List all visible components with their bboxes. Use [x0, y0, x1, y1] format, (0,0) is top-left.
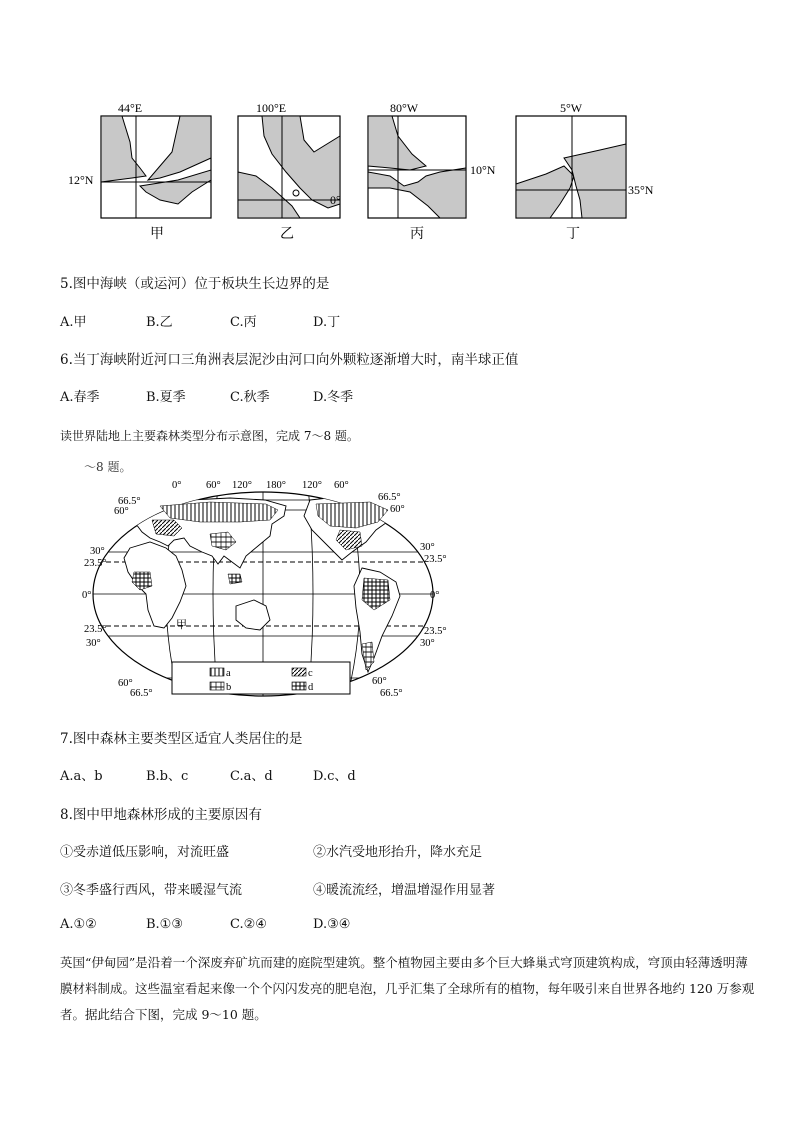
q8-choice-4: ④暖流流经，增温增湿作用显著 — [313, 883, 496, 898]
map-lat-label-left: 60° — [114, 506, 129, 517]
q7-option-c[interactable]: C.a、d — [230, 769, 273, 784]
q8-stem: 8.图中甲地森林形成的主要原因有 — [60, 807, 262, 823]
q6-option-b[interactable]: B.夏季 — [146, 390, 186, 405]
panel-yi-lon: 100°E — [256, 101, 287, 115]
strait-maps-figure — [60, 96, 670, 246]
panel-ding — [516, 101, 654, 242]
q7-option-b[interactable]: B.b、c — [146, 769, 189, 784]
q5-option-c[interactable]: C.丙 — [230, 315, 257, 330]
map-legend — [172, 662, 350, 694]
legend-d: d — [308, 682, 314, 693]
q7-8-intro: 读世界陆地上主要森林类型分布示意图，完成 7～8 题。 — [60, 429, 359, 443]
map-lon-label: 120° — [302, 480, 322, 491]
map-lat-label-left: 66.5° — [130, 688, 153, 699]
q9-10-passage: 英国“伊甸园”是沿着一个深废弃矿坑而建的庭院型建筑。整个植物园主要由多个巨大蜂巢式穹顶建筑构成，穹顶由轻薄透明薄膜材料制成。这些温室看起来像一个个闪闪发亮的肥皂泡，几乎汇集了全球所有的植物，每年吸引来自世界各地约 120 万参观者。据此结合下图，完成 9～10 题。 — [60, 955, 755, 1022]
panel-bing-lon: 80°W — [390, 101, 419, 115]
panel-bing — [368, 101, 496, 242]
map-lon-label: 60° — [206, 480, 221, 491]
q5-stem: 5.图中海峡（或运河）位于板块生长边界的是 — [60, 276, 330, 292]
q8-option-c[interactable]: C.②④ — [230, 917, 267, 932]
q5-option-a[interactable]: A.甲 — [60, 315, 87, 330]
map-lat-label-right: 66.5° — [380, 688, 403, 699]
panel-ding-label: 丁 — [566, 227, 580, 242]
map-lat-label-right: 60° — [372, 676, 387, 687]
map-lat-label-left: 0° — [82, 590, 92, 601]
map-lat-label-right: 30° — [420, 638, 435, 649]
panel-jia-lat: 12°N — [68, 173, 94, 187]
map-lat-label-right: 60° — [390, 504, 405, 515]
map-lat-label-left: 30° — [86, 638, 101, 649]
q5-option-b[interactable]: B.乙 — [146, 315, 173, 330]
q8-choice-3: ③冬季盛行西风，带来暖湿气流 — [60, 883, 243, 898]
q8-option-d[interactable]: D.③④ — [313, 917, 351, 932]
legend-b: b — [226, 682, 232, 693]
map-lat-label-right: 66.5° — [378, 492, 401, 503]
q8-option-a[interactable]: A.①② — [60, 917, 97, 932]
map-lat-label-right: 0° — [430, 590, 440, 601]
q5-option-d[interactable]: D.丁 — [313, 315, 341, 330]
legend-c: c — [308, 668, 313, 679]
map-lat-label-left: 60° — [118, 678, 133, 689]
q7-stem: 7.图中森林主要类型区适宜人类居住的是 — [60, 731, 303, 747]
map-lon-label: 0° — [172, 480, 182, 491]
panel-bing-lat: 10°N — [470, 163, 496, 177]
panel-yi — [238, 101, 341, 242]
map-lat-label-right: 30° — [420, 542, 435, 553]
map-lon-label: 120° — [232, 480, 252, 491]
q6-stem: 6.当丁海峡附近河口三角洲表层泥沙由河口向外颗粒逐渐增大时，南半球正值 — [60, 352, 519, 368]
q6-option-a[interactable]: A.春季 — [60, 390, 100, 405]
q6-option-c[interactable]: C.秋季 — [230, 390, 270, 405]
panel-yi-label: 乙 — [280, 227, 294, 242]
panel-bing-label: 丙 — [410, 227, 424, 242]
q7-option-a[interactable]: A.a、b — [60, 769, 103, 784]
world-forest-map — [82, 476, 450, 704]
map-lat-label-right: 23.5° — [424, 626, 447, 637]
panel-jia — [68, 101, 211, 242]
panel-yi-lat: 0° — [330, 193, 341, 207]
q8-choice-1: ①受赤道低压影响，对流旺盛 — [60, 845, 230, 860]
q6-option-d[interactable]: D.冬季 — [313, 390, 354, 405]
map-lat-label-left: 23.5° — [84, 624, 107, 635]
panel-ding-lon: 5°W — [560, 101, 583, 115]
map-lon-label: 60° — [334, 480, 349, 491]
legend-a: a — [226, 668, 231, 679]
map-lon-label: 180° — [266, 480, 286, 491]
panel-ding-lat: 35°N — [628, 183, 654, 197]
q8-option-b[interactable]: B.①③ — [146, 917, 183, 932]
q8-choice-2: ②水汽受地形抬升，降水充足 — [313, 845, 483, 860]
map-lat-label-left: 30° — [90, 546, 105, 557]
panel-jia-lon: 44°E — [118, 101, 143, 115]
q7-option-d[interactable]: D.c、d — [313, 769, 356, 784]
map-lat-label-left: 66.5° — [118, 496, 141, 507]
map-place-jia: 甲 — [176, 619, 187, 631]
q7-8-intro-fragment: ～8 题。 — [84, 460, 132, 474]
map-lat-label-left: 23.5° — [84, 558, 107, 569]
panel-jia-label: 甲 — [150, 227, 164, 242]
map-lat-label-right: 23.5° — [424, 554, 447, 565]
